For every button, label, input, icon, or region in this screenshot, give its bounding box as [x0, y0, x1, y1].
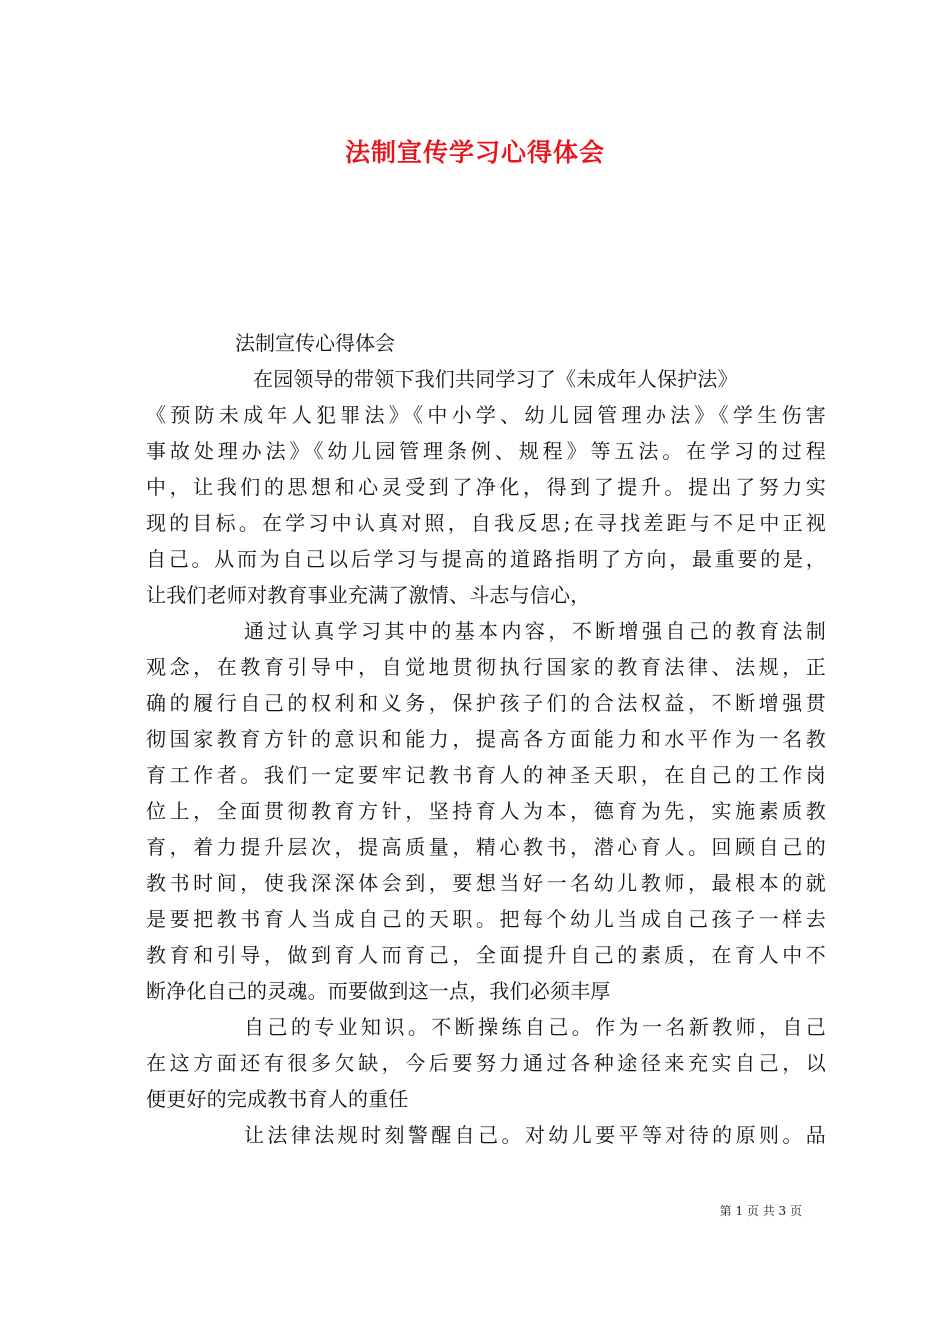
paragraph-line: 位上，全面贯彻教育方针，坚持育人为本，德育为先，实施素质教 [146, 799, 826, 823]
paragraph-line: 让法律法规时刻警醒自己。对幼儿要平等对待的原则。品 [244, 1123, 826, 1147]
paragraph-line: 中，让我们的思想和心灵受到了净化，得到了提升。提出了努力实 [146, 475, 826, 499]
paragraph-line: 教育和引导，做到育人而育己，全面提升自己的素质，在育人中不 [146, 943, 826, 967]
paragraph-line: 育工作者。我们一定要牢记教书育人的神圣天职，在自己的工作岗 [146, 763, 826, 787]
paragraph-line: 断净化自己的灵魂。而要做到这一点，我们必须丰厚 [146, 979, 611, 1003]
paragraph-line: 现的目标。在学习中认真对照，自我反思;在寻找差距与不足中正视 [146, 511, 826, 535]
paragraph-line: 通过认真学习其中的基本内容，不断增强自己的教育法制 [244, 619, 826, 643]
paragraph-line: 彻国家教育方针的意识和能力，提高各方面能力和水平作为一名教 [146, 727, 826, 751]
paragraph-line: 确的履行自己的权利和义务，保护孩子们的合法权益，不断增强贯 [146, 691, 826, 715]
paragraph-line: 便更好的完成教书育人的重任 [146, 1087, 409, 1111]
page-number-footer: 第 1 页 共 3 页 [719, 1204, 802, 1218]
paragraph-line: 在这方面还有很多欠缺，今后要努力通过各种途径来充实自己，以 [146, 1051, 826, 1075]
paragraph-line: 观念，在教育引导中，自觉地贯彻执行国家的教育法律、法规，正 [146, 655, 826, 679]
paragraph-line: 自己的专业知识。不断操练自己。作为一名新教师，自己 [244, 1015, 826, 1039]
paragraph-line: 是要把教书育人当成自己的天职。把每个幼儿当成自己孩子一样去 [146, 907, 826, 931]
paragraph-line: 事故处理办法》《幼儿园管理条例、规程》等五法。在学习的过程 [146, 439, 826, 463]
paragraph-line: 《预防未成年人犯罪法》《中小学、幼儿园管理办法》《学生伤害 [146, 403, 826, 427]
page-title: 法制宣传学习心得体会 [344, 138, 605, 167]
paragraph-line: 教书时间，使我深深体会到，要想当好一名幼儿教师，最根本的就 [146, 871, 826, 895]
paragraph-line: 育，着力提升层次，提高质量，精心教书，潜心育人。回顾自己的 [146, 835, 826, 859]
paragraph-line: 自己。从而为自己以后学习与提高的道路指明了方向，最重要的是， [146, 547, 826, 571]
paragraph-line: 让我们老师对教育事业充满了激情、斗志与信心， [146, 583, 591, 607]
document-subtitle: 法制宣传心得体会 [235, 331, 395, 355]
paragraph-line: 在园领导的带领下我们共同学习了《未成年人保护法》 [253, 367, 738, 391]
